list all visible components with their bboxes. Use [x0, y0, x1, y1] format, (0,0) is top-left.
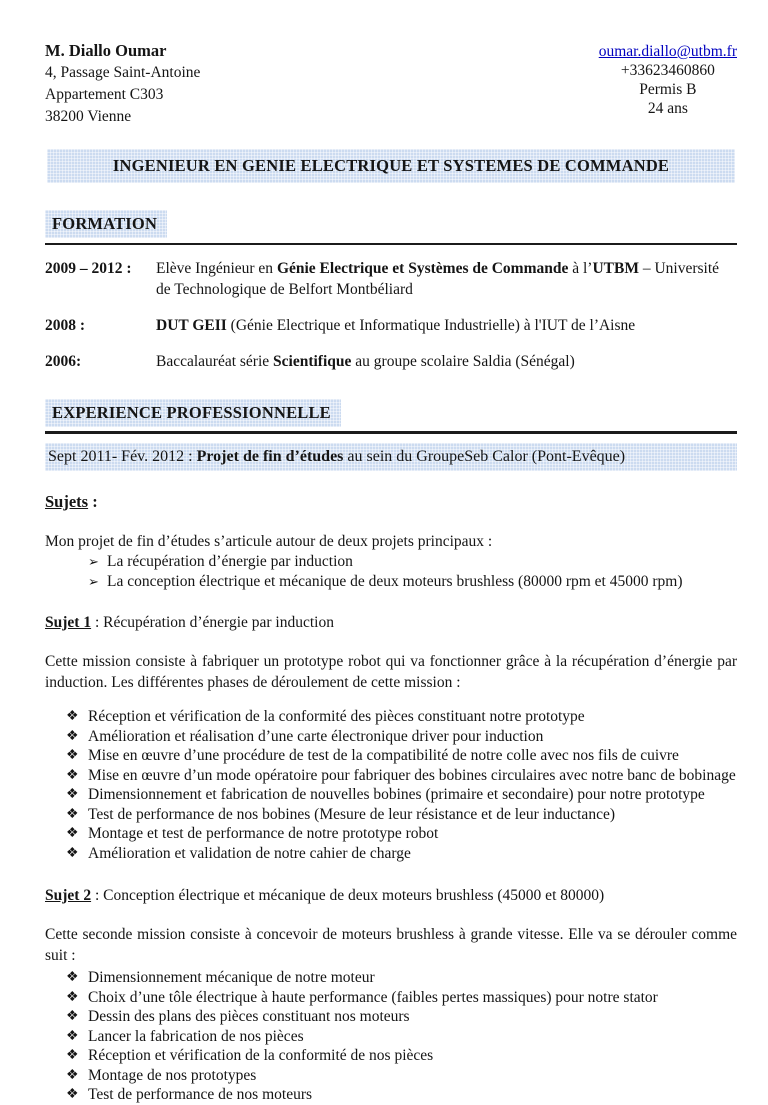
- sujet2-task-list: [45, 968, 737, 1105]
- formation-entry: [45, 315, 737, 336]
- experience-heading: EXPERIENCE PROFESSIONNELLE: [45, 399, 341, 427]
- sujet1-heading: [45, 612, 737, 633]
- list-item-text: Réception et vérification de la conformité de nos pièces: [88, 1047, 434, 1064]
- diamond-bullet-icon: ❖: [66, 767, 79, 783]
- sujets-label: Sujets: [45, 492, 89, 511]
- section-experience-header: [45, 399, 737, 427]
- entry-text: [156, 351, 737, 372]
- arrow-bullet-icon: ➢: [88, 574, 99, 589]
- diamond-bullet-icon: ❖: [66, 787, 79, 802]
- diamond-bullet-icon: ❖: [66, 1087, 79, 1102]
- projects-list: [45, 552, 737, 592]
- list-item: [45, 1027, 737, 1047]
- intro-paragraph: Mon projet de fin d’études s’articule autour de deux projets principaux :: [45, 533, 493, 550]
- address-line: 38200 Vienne: [45, 108, 132, 125]
- header: [45, 40, 737, 128]
- entry-text-bold: UTBM: [592, 260, 639, 277]
- sujet1-task-list: [45, 707, 737, 863]
- list-item: [45, 988, 737, 1008]
- arrow-bullet-icon: ➢: [88, 554, 99, 569]
- entry-text-bold: Scientifique: [273, 353, 352, 370]
- list-item-text: Mise en œuvre d’une procédure de test de la compatibilité de notre colle avec nos fils de cuivre: [88, 747, 679, 764]
- list-item-text: Mise en œuvre d’un mode opératoire pour fabriquer des bobines circulaires avec notre banc de bobinage: [88, 766, 736, 784]
- candidate-name: M. Diallo Oumar: [45, 41, 167, 60]
- list-item: [45, 707, 737, 727]
- diamond-bullet-icon: ❖: [66, 826, 79, 841]
- list-item: [45, 572, 737, 592]
- list-item: [45, 824, 737, 844]
- list-item-text: Amélioration et validation de notre cahier de charge: [88, 844, 411, 862]
- list-item-text: Test de performance de nos moteurs: [88, 1086, 313, 1103]
- experience-highlight-line: [45, 443, 737, 471]
- diamond-bullet-icon: ❖: [66, 1009, 79, 1024]
- list-item: [45, 1066, 737, 1086]
- entry-text-part: Elève Ingénieur en: [156, 260, 277, 277]
- list-item-text: Lancer la fabrication de nos pièces: [88, 1027, 304, 1045]
- contact-block: [599, 40, 737, 118]
- diamond-bullet-icon: ❖: [66, 709, 79, 724]
- list-item: [45, 746, 737, 766]
- title-banner: INGENIEUR EN GENIE ELECTRIQUE ET SYSTEMES DE COMMANDE: [47, 149, 735, 183]
- diamond-bullet-icon: ❖: [66, 728, 79, 744]
- list-item-text: Montage et test de performance de notre prototype robot: [88, 825, 439, 842]
- experience-divider: [45, 431, 737, 434]
- list-item: [45, 766, 737, 786]
- entry-text-bold: Génie Electrique et Systèmes de Commande: [276, 260, 569, 277]
- diamond-bullet-icon: ❖: [66, 970, 79, 985]
- entry-text-part: (Génie Electrique et Informatique Industrielle) à l'IUT de l’Aisne: [226, 317, 636, 334]
- sujets-heading: [45, 491, 737, 512]
- formation-entry: [45, 351, 737, 372]
- entry-period: 2008 :: [45, 317, 86, 334]
- sujet1-label: Sujet 1: [45, 614, 92, 631]
- list-item-text: La conception électrique et mécanique de deux moteurs brushless (80000 rpm et 45000 rpm): [107, 573, 683, 590]
- phone-number: +33623460860: [620, 62, 715, 79]
- entry-text: [156, 258, 737, 300]
- list-item: [45, 552, 737, 572]
- list-item-text: Dessin des plans des pièces constituant nos moteurs: [88, 1008, 410, 1025]
- sujet1-paragraph: Cette mission consiste à fabriquer un prototype robot qui va fonctionner grâce à la récupération d’énergie par induction. Les différentes phases de déroulement de cette mission :: [45, 653, 737, 691]
- formation-heading: FORMATION: [45, 210, 167, 238]
- list-item-text: Montage de nos prototypes: [88, 1066, 257, 1084]
- highlight-text-part: au sein du GroupeSeb Calor (Pont-Evêque): [343, 448, 626, 465]
- age: 24 ans: [647, 100, 688, 117]
- diamond-bullet-icon: ❖: [66, 1048, 79, 1063]
- list-item: [45, 1046, 737, 1066]
- list-item-text: Test de performance de nos bobines (Mesure de leur résistance et de leur inductance): [88, 805, 615, 823]
- diamond-bullet-icon: ❖: [66, 748, 79, 763]
- list-item: [45, 1007, 737, 1027]
- section-formation-header: [45, 210, 737, 238]
- list-item: [45, 785, 737, 805]
- diamond-bullet-icon: ❖: [66, 1067, 79, 1083]
- list-item-text: Dimensionnement et fabrication de nouvelles bobines (primaire et secondaire) pour notre prototype: [88, 786, 705, 803]
- entry-period: 2009 – 2012 :: [45, 260, 132, 277]
- sujets-colon: :: [88, 492, 98, 511]
- entry-text-part: à l’: [568, 260, 593, 277]
- list-item-text: Dimensionnement mécanique de notre moteur: [88, 969, 375, 986]
- entry-text-bold: DUT GEII: [156, 317, 227, 334]
- sujet2-text: : Conception électrique et mécanique de deux moteurs brushless (45000 et 80000): [91, 887, 605, 904]
- entry-period: 2006:: [45, 353, 82, 370]
- address-line: Appartement C303: [45, 86, 164, 103]
- list-item: [45, 968, 737, 988]
- identity-block: [45, 40, 200, 128]
- sujet2-label: Sujet 2: [45, 887, 92, 904]
- entry-text-part: Baccalauréat série: [156, 353, 274, 370]
- entry-text-part: au groupe scolaire Saldia (Sénégal): [351, 353, 575, 370]
- diamond-bullet-icon: ❖: [66, 845, 79, 861]
- list-item: [45, 1085, 737, 1105]
- list-item-text: La récupération d’énergie par induction: [107, 553, 353, 570]
- sujet2-paragraph: Cette seconde mission consiste à concevoir de moteurs brushless à grande vitesse. Elle va se dérouler comme suit :: [45, 926, 737, 964]
- list-item-text: Réception et vérification de la conformité des pièces constituant notre prototype: [88, 708, 585, 725]
- diamond-bullet-icon: ❖: [66, 989, 79, 1005]
- highlight-text-part: Sept 2011- Fév. 2012 :: [48, 448, 197, 465]
- list-item: [45, 805, 737, 825]
- formation-divider: [45, 243, 737, 245]
- sujet1-text: : Récupération d’énergie par induction: [91, 614, 334, 631]
- highlight-text-bold: Projet de fin d’études: [196, 448, 344, 465]
- sujet2-heading: [45, 885, 737, 906]
- diamond-bullet-icon: ❖: [66, 1028, 79, 1044]
- entry-text: [156, 315, 737, 336]
- diamond-bullet-icon: ❖: [66, 806, 79, 822]
- entry-text-part: – Université de Technologique de Belfort Montbéliard: [156, 260, 720, 298]
- driving-license: Permis B: [639, 81, 697, 98]
- list-item: [45, 844, 737, 864]
- list-item-text: Amélioration et réalisation d’une carte électronique driver pour induction: [88, 727, 544, 745]
- list-item: [45, 727, 737, 747]
- email-link[interactable]: oumar.diallo@utbm.fr: [598, 43, 737, 60]
- address-line: 4, Passage Saint-Antoine: [45, 64, 201, 81]
- list-item-text: Choix d’une tôle électrique à haute performance (faibles pertes massiques) pour notre stator: [88, 988, 658, 1006]
- formation-entry: [45, 258, 737, 300]
